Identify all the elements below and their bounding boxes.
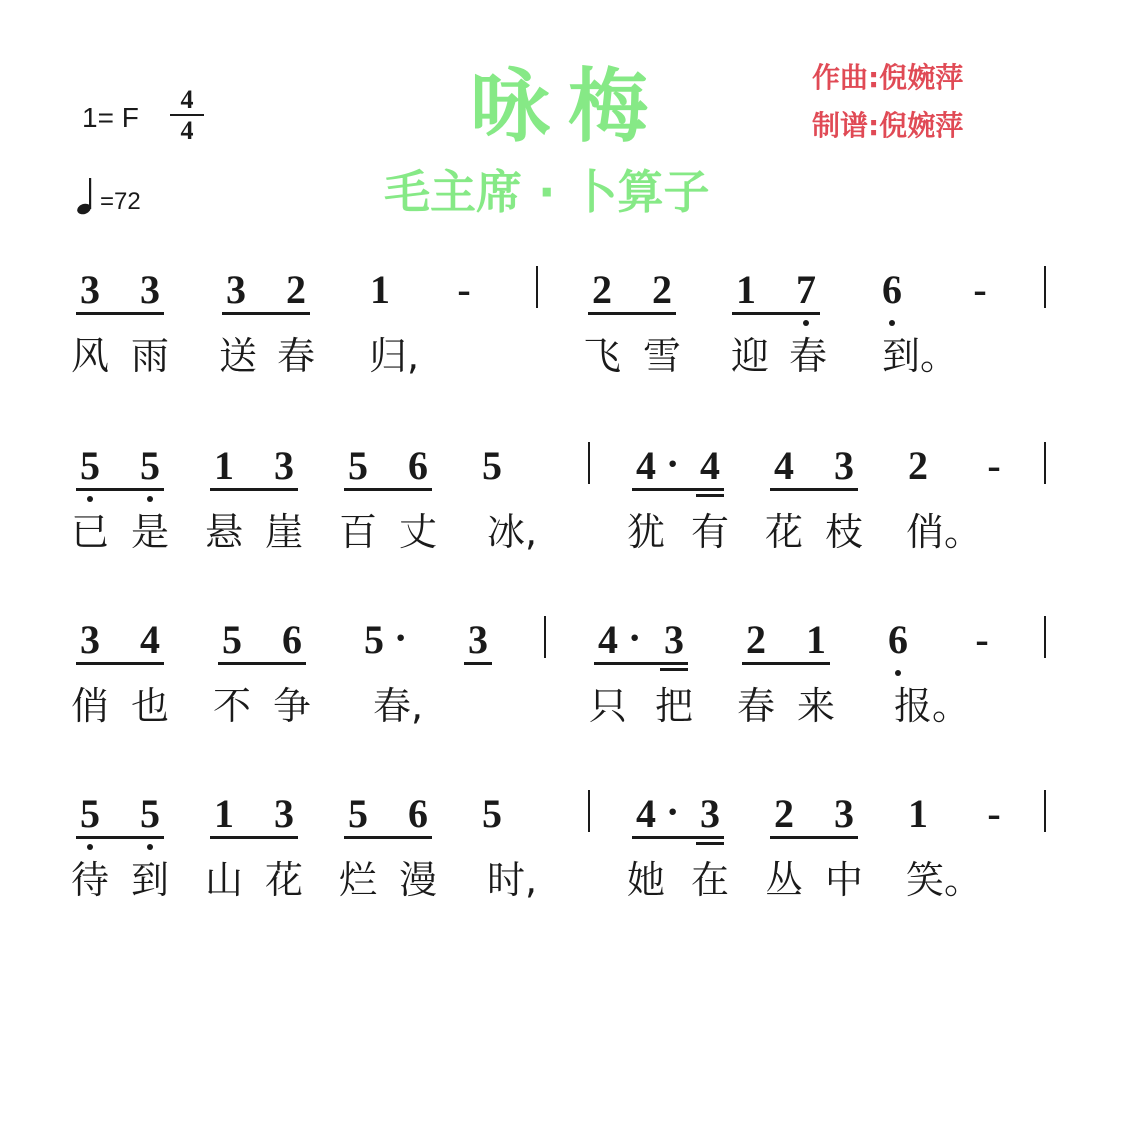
underline-beam xyxy=(76,662,164,665)
jianpu-note: 4 xyxy=(598,617,618,662)
lyric-char: 春, xyxy=(372,684,424,728)
jianpu-note: 2 xyxy=(908,443,928,488)
jianpu-note: 5 xyxy=(348,443,368,488)
lyric-char: 山 xyxy=(204,858,243,902)
jianpu-note: 5 xyxy=(140,791,160,836)
lyric-char: 也 xyxy=(130,684,169,728)
dash-note: - xyxy=(457,267,471,312)
lyric-char: 花 xyxy=(264,858,303,902)
jianpu-note: 4 xyxy=(636,791,656,836)
dash-note: - xyxy=(975,617,989,662)
underline-beam xyxy=(742,662,830,665)
lyric-char: 春 xyxy=(276,334,315,378)
lyric-char: 到。 xyxy=(881,334,958,378)
underline-beam xyxy=(632,488,724,491)
jianpu-note: 3 xyxy=(468,617,488,662)
jianpu-note: 6 xyxy=(408,443,428,488)
underline-beam xyxy=(660,668,688,671)
jianpu-note: 2 xyxy=(592,267,612,312)
underline-beam xyxy=(210,488,298,491)
lyric-char: 只 xyxy=(588,684,627,728)
jianpu-note: 3 xyxy=(834,443,854,488)
jianpu-note: 4 xyxy=(140,617,160,662)
lyric-char: 争 xyxy=(272,684,311,728)
underline-beam xyxy=(588,312,676,315)
augmentation-dot: · xyxy=(394,615,408,660)
lyric-char: 冰, xyxy=(486,510,538,554)
underline-beam xyxy=(732,312,820,315)
jianpu-note: 2 xyxy=(286,267,306,312)
lyric-char: 中 xyxy=(824,858,863,902)
underline-beam xyxy=(464,662,492,665)
jianpu-note: 3 xyxy=(80,617,100,662)
jianpu-note: 1 xyxy=(370,267,390,312)
low-octave-dot xyxy=(889,320,895,326)
jianpu-note: 6 xyxy=(882,267,902,312)
bar-line xyxy=(1044,266,1046,308)
jianpu-note: 2 xyxy=(774,791,794,836)
bar-line xyxy=(536,266,538,308)
lyric-char: 俏。 xyxy=(905,510,982,554)
jianpu-note: 5 xyxy=(482,791,502,836)
lyric-char: 有 xyxy=(690,510,729,554)
time-signature xyxy=(170,86,204,144)
jianpu-note: 6 xyxy=(282,617,302,662)
jianpu-note: 5 xyxy=(140,443,160,488)
lyric-char: 已 xyxy=(70,510,109,554)
lyric-char: 风 xyxy=(70,334,109,378)
lyric-char: 春 xyxy=(736,684,775,728)
lyric-char: 待 xyxy=(70,858,109,902)
bar-line xyxy=(1044,616,1046,658)
lyric-char: 时, xyxy=(486,858,538,902)
lyric-char: 送 xyxy=(218,334,257,378)
underline-beam xyxy=(76,488,164,491)
underline-beam xyxy=(344,836,432,839)
arranger-credit: 制谱:倪婉萍 xyxy=(812,109,964,142)
jianpu-note: 4 xyxy=(636,443,656,488)
lyric-char: 飞 xyxy=(582,334,621,378)
lyric-char: 不 xyxy=(212,684,251,728)
underline-beam xyxy=(222,312,310,315)
underline-beam xyxy=(218,662,306,665)
lyric-char: 雪 xyxy=(642,334,681,378)
lyric-char: 犹 xyxy=(626,510,665,554)
low-octave-dot xyxy=(87,844,93,850)
key-signature: 1= F xyxy=(82,102,139,133)
lyric-char: 枝 xyxy=(824,510,863,554)
lyric-char: 是 xyxy=(130,510,169,554)
low-octave-dot xyxy=(803,320,809,326)
lyric-char: 笑。 xyxy=(905,858,982,902)
tempo-marking xyxy=(76,176,141,216)
jianpu-note: 1 xyxy=(806,617,826,662)
lyric-char: 到 xyxy=(130,858,169,902)
composer-credit: 作曲:倪婉萍 xyxy=(812,61,964,94)
augmentation-dot: · xyxy=(666,441,680,486)
bar-line xyxy=(1044,790,1046,832)
jianpu-note: 3 xyxy=(664,617,684,662)
lyric-char: 来 xyxy=(796,684,835,728)
underline-beam xyxy=(696,494,724,497)
jianpu-note: 4 xyxy=(774,443,794,488)
lyric-char: 俏 xyxy=(70,684,109,728)
underline-beam xyxy=(210,836,298,839)
jianpu-note: 5 xyxy=(364,617,384,662)
jianpu-note: 7 xyxy=(796,267,816,312)
lyric-char: 丈 xyxy=(398,510,437,554)
lyric-char: 崖 xyxy=(264,510,303,554)
lyric-char: 把 xyxy=(654,684,693,728)
jianpu-note: 1 xyxy=(214,443,234,488)
dash-note: - xyxy=(987,443,1001,488)
underline-beam xyxy=(76,836,164,839)
underline-beam xyxy=(632,836,724,839)
lyric-char: 百 xyxy=(338,510,377,554)
jianpu-note: 5 xyxy=(348,791,368,836)
song-title: 咏梅 xyxy=(470,60,666,153)
underline-beam xyxy=(76,312,164,315)
lyric-char: 花 xyxy=(764,510,803,554)
bar-line xyxy=(544,616,546,658)
lyric-char: 烂 xyxy=(338,858,377,902)
augmentation-dot: · xyxy=(666,789,680,834)
lyric-char: 她 xyxy=(626,858,665,902)
lyric-char: 在 xyxy=(690,858,729,902)
underline-beam xyxy=(344,488,432,491)
quarter-note-icon xyxy=(76,176,96,216)
time-signature-bottom: 4 xyxy=(180,116,194,145)
jianpu-note: 6 xyxy=(408,791,428,836)
jianpu-note: 1 xyxy=(214,791,234,836)
jianpu-note: 2 xyxy=(746,617,766,662)
jianpu-note: 3 xyxy=(274,791,294,836)
song-subtitle: 毛主席 · 卜算子 xyxy=(384,165,710,219)
dash-note: - xyxy=(987,791,1001,836)
jianpu-note: 5 xyxy=(222,617,242,662)
low-octave-dot xyxy=(147,844,153,850)
jianpu-note: 3 xyxy=(226,267,246,312)
jianpu-note: 5 xyxy=(80,443,100,488)
jianpu-note: 4 xyxy=(700,443,720,488)
time-signature-top: 4 xyxy=(180,85,194,114)
jianpu-note: 5 xyxy=(482,443,502,488)
lyric-char: 悬 xyxy=(204,510,243,554)
jianpu-note: 3 xyxy=(274,443,294,488)
jianpu-note: 3 xyxy=(80,267,100,312)
low-octave-dot xyxy=(87,496,93,502)
low-octave-dot xyxy=(895,670,901,676)
lyric-char: 迎 xyxy=(730,334,769,378)
jianpu-note: 3 xyxy=(700,791,720,836)
jianpu-note: 3 xyxy=(834,791,854,836)
bar-line xyxy=(588,442,590,484)
underline-beam xyxy=(594,662,688,665)
tempo-value: =72 xyxy=(100,188,141,215)
lyric-char: 报。 xyxy=(893,684,970,728)
augmentation-dot: · xyxy=(628,615,642,660)
bar-line xyxy=(1044,442,1046,484)
underline-beam xyxy=(770,836,858,839)
jianpu-note: 3 xyxy=(140,267,160,312)
jianpu-note: 1 xyxy=(736,267,756,312)
lyric-char: 春 xyxy=(788,334,827,378)
lyric-char: 雨 xyxy=(130,334,169,378)
jianpu-note: 6 xyxy=(888,617,908,662)
lyric-char: 漫 xyxy=(398,858,437,902)
jianpu-note: 5 xyxy=(80,791,100,836)
bar-line xyxy=(588,790,590,832)
underline-beam xyxy=(696,842,724,845)
lyric-char: 丛 xyxy=(764,858,803,902)
lyric-char: 归, xyxy=(368,334,420,378)
low-octave-dot xyxy=(147,496,153,502)
underline-beam xyxy=(770,488,858,491)
jianpu-note: 2 xyxy=(652,267,672,312)
dash-note: - xyxy=(973,267,987,312)
jianpu-note: 1 xyxy=(908,791,928,836)
